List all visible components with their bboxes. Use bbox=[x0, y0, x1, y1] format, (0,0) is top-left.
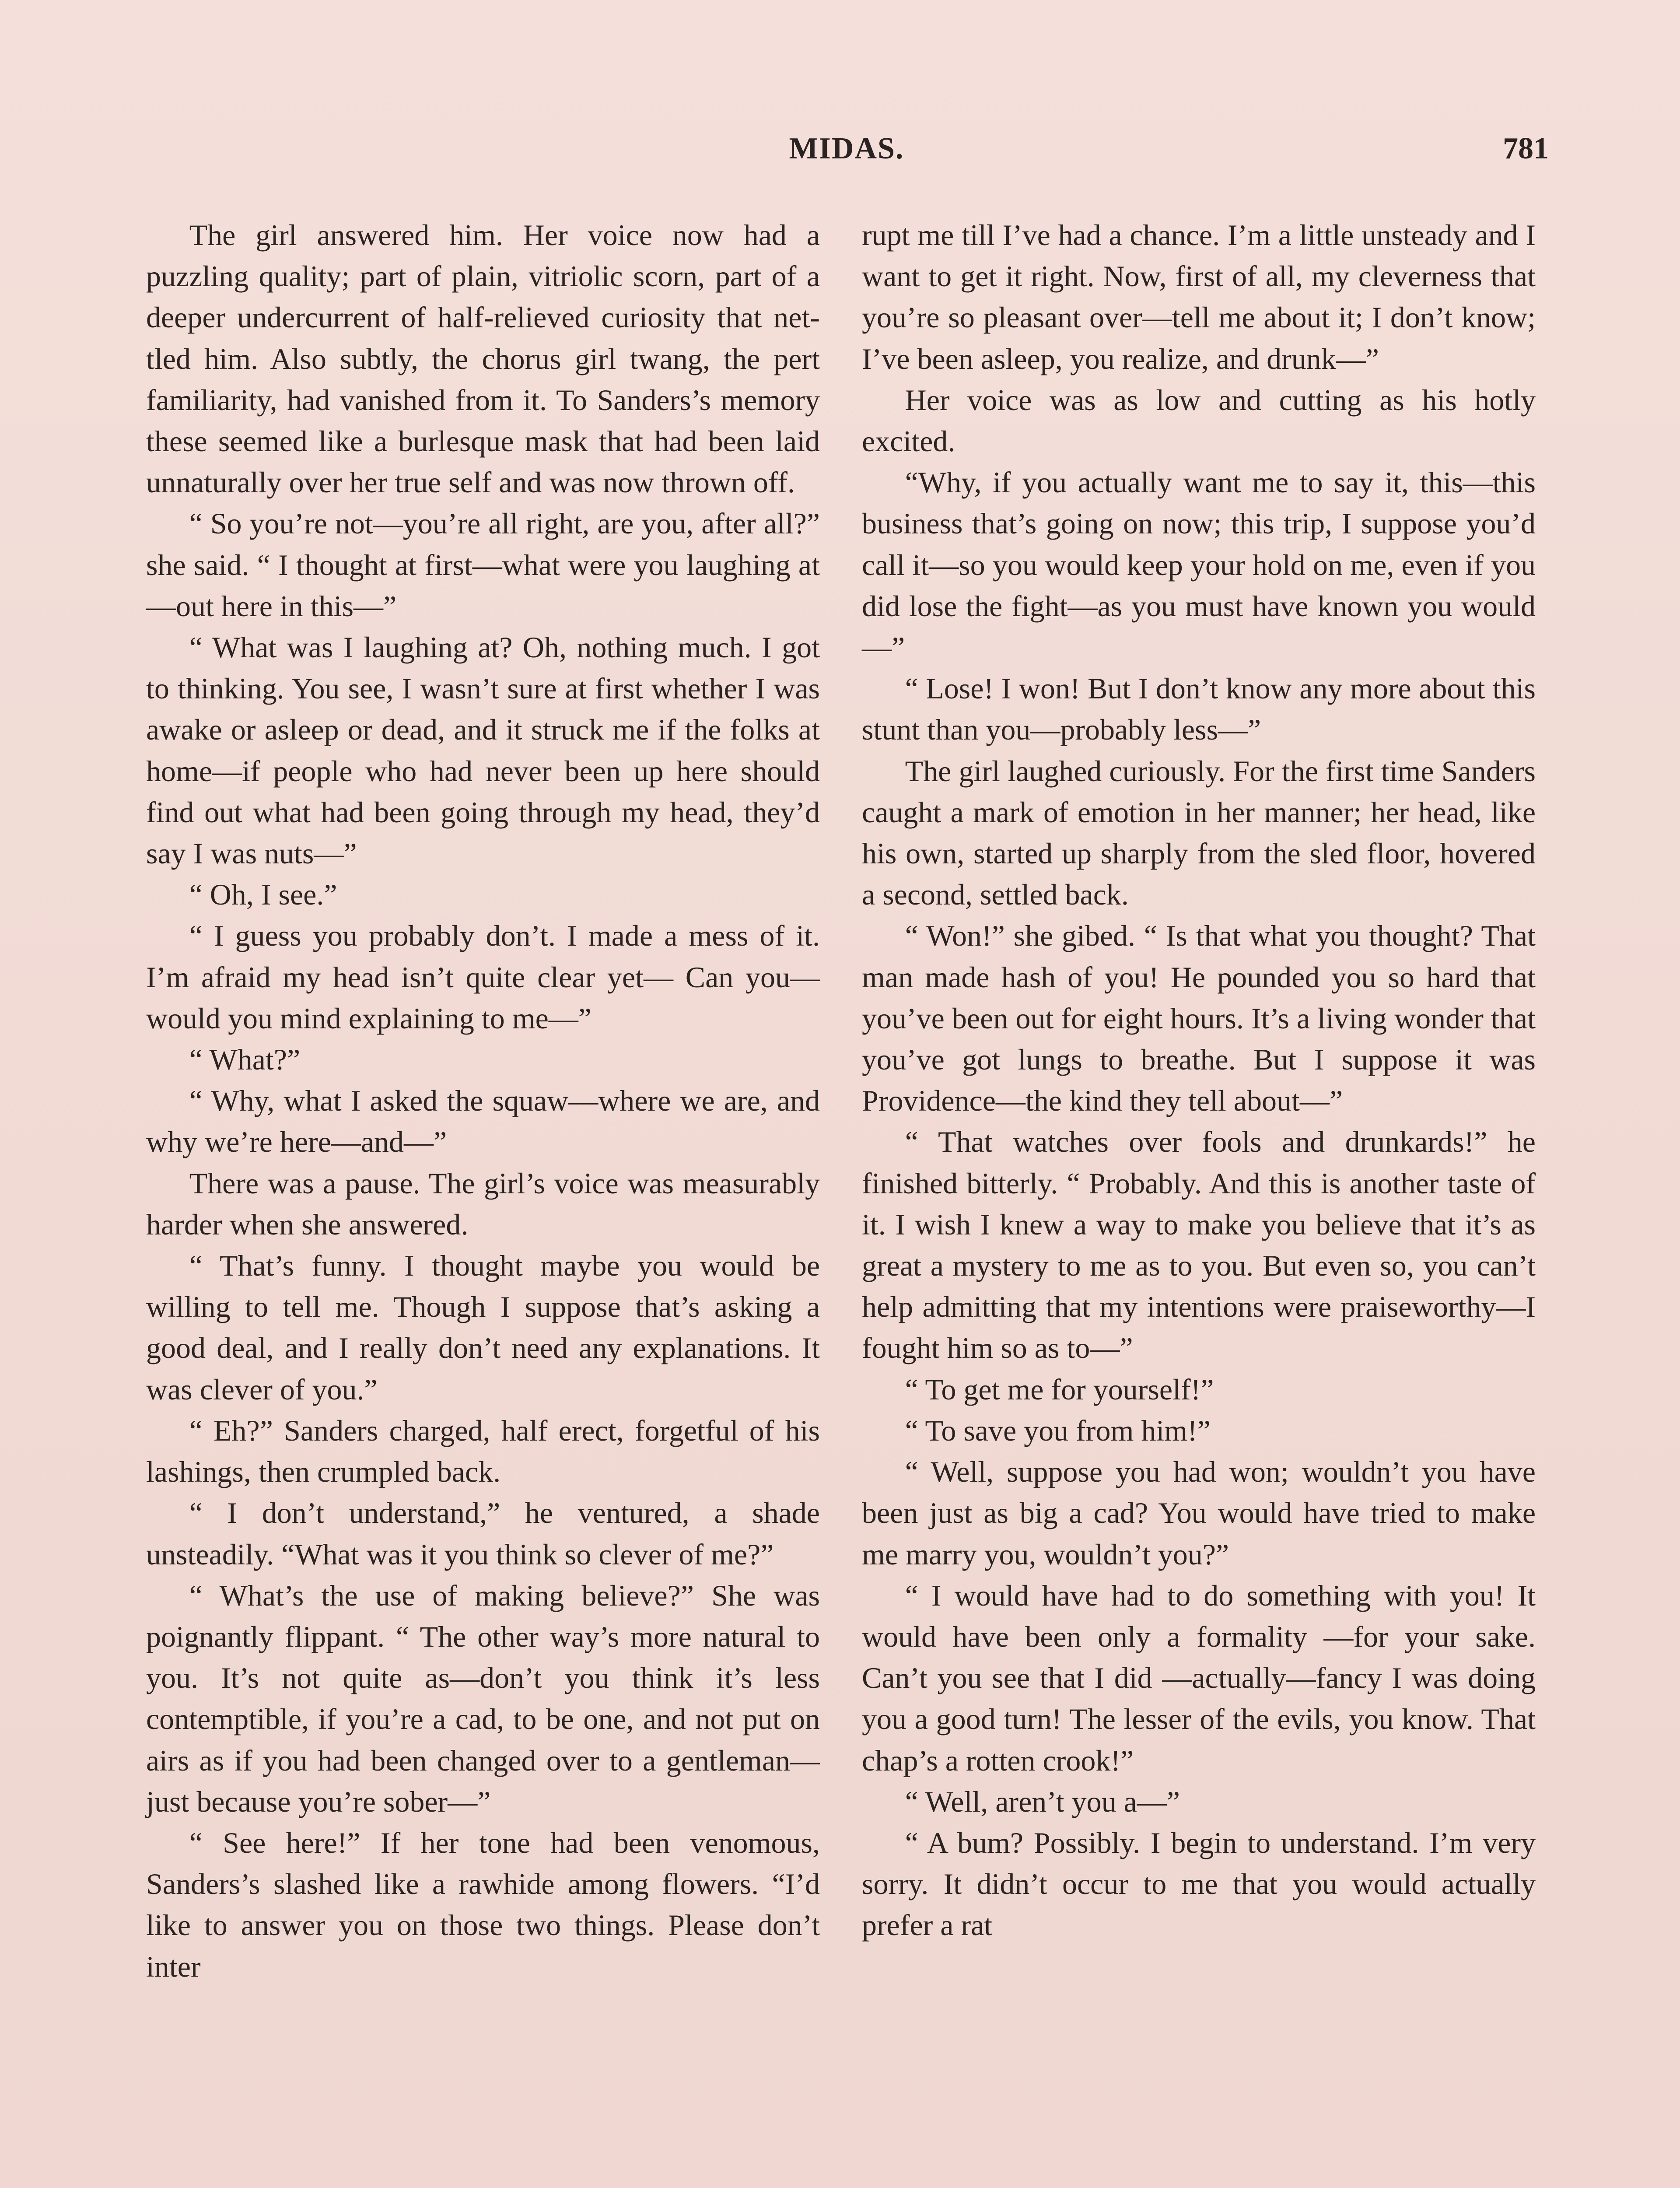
paragraph: “ That watches over fools and drunkards!” he finished bitterly. “ Probably. And this is another taste of it. I wish I knew a way to make you believe that it’s as great a mystery to me as to you. But even so, you can’t help admitting that my intentions were praiseworthy—I fought him so as to—” bbox=[862, 1125, 1536, 1365]
paragraph: “ I guess you probably don’t. I made a mess of it. I’m afraid my head isn’t quite clear yet— Can you—would you mind explaining to me—” bbox=[146, 919, 820, 1035]
paragraph: “ Why, what I asked the squaw—where we are, and why we’re here—and—” bbox=[146, 1084, 820, 1159]
paragraph: Her voice was as low and cutting as his hotly excited. bbox=[862, 383, 1536, 458]
paragraph: “ Lose! I won! But I don’t know any more about this stunt than you—probably less—” bbox=[862, 672, 1536, 747]
paragraph: “ What’s the use of making believe?” She was poignantly flippant. “ The other way’s more natural to you. It’s not quite as—don’t you think it’s less contemptible, if you’re a cad, to be one, and not put on airs as if you had been changed over to a gentleman—just because you’re sober—” bbox=[146, 1578, 820, 1818]
paragraph: “ To save you from him!” bbox=[905, 1413, 1211, 1447]
paragraph: “ Oh, I see.” bbox=[189, 878, 337, 912]
paragraph: “ Well, suppose you had won; wouldn’t you have been just as big a cad? You would have tried to make me marry you, wouldn’t you?” bbox=[862, 1455, 1536, 1571]
paragraph: “ A bum? Possibly. I begin to understand. I’m very sorry. It didn’t occur to me that you would actually prefer a rat bbox=[862, 1826, 1536, 1942]
paragraph: “ To get me for yourself!” bbox=[905, 1372, 1214, 1406]
left-column bbox=[146, 214, 820, 1987]
page-number: 781 bbox=[1503, 132, 1549, 165]
paragraph: “ Eh?” Sanders charged, half erect, forgetful of his lashings, then crumpled back. bbox=[146, 1413, 820, 1489]
paragraph: “ See here!” If her tone had been venomous, Sanders’s slashed like a rawhide among flowers. “I’d like to answer you on those two things. Please don’t inter bbox=[146, 1826, 820, 1983]
paragraph: “ Well, aren’t you a—” bbox=[905, 1785, 1180, 1818]
paragraph: “ That’s funny. I thought maybe you would be willing to tell me. Though I suppose that’s asking a good deal, and I really don’t need any explanations. It was clever of you.” bbox=[146, 1249, 820, 1406]
paragraph: “ I would have had to do something with you! It would have been only a formality —for your sake. Can’t you see that I did —actually—fancy I was doing you a good turn! The lesser of the evils, you know. That chap’s a rotten crook!” bbox=[862, 1578, 1536, 1777]
continued-paragraph: rupt me till I’ve had a chance. I’m a little unsteady and I want to get it right. Now, first of all, my cleverness that you’re so pleasant over—tell me about it; I don’t know; I’ve been asleep, you realize, and drunk—” bbox=[862, 218, 1536, 375]
paragraph: “ So you’re not—you’re all right, are you, after all?” she said. “ I thought at first—what were you laughing at—out here in this—” bbox=[146, 507, 820, 623]
paragraph: “ Won!” she gibed. “ Is that what you thought? That man made hash of you! He pounded you so hard that you’ve been out for eight hours. It’s a living wonder that you’ve got lungs to breathe. But I suppose it was Providence—the kind they tell about—” bbox=[862, 919, 1536, 1118]
paragraph: “Why, if you actually want me to say it, this—this business that’s going on now; this trip, I suppose you’d call it—so you would keep your hold on me, even if you did lose the fight—as you must have known you would—” bbox=[862, 466, 1536, 664]
paragraph: “ What?” bbox=[189, 1043, 301, 1076]
page-header bbox=[144, 131, 1549, 179]
paragraph: The girl laughed curiously. For the first time Sanders caught a mark of emotion in her manner; her head, like his own, started up sharply from the sled floor, hovered a second, settled back. bbox=[862, 754, 1536, 912]
paragraph: There was a pause. The girl’s voice was measurably harder when she answered. bbox=[146, 1166, 820, 1241]
running-head: MIDAS. bbox=[789, 132, 904, 165]
paragraph: “ I don’t understand,” he ventured, a shade unsteadily. “What was it you think so clever of me?” bbox=[146, 1496, 820, 1571]
paragraph: “ What was I laughing at? Oh, nothing much. I got to thinking. You see, I wasn’t sure at first whether I was awake or asleep or dead, and it struck me if the folks at home—if people who had never been up here should find out what had been going through my head, they’d say I was nuts—” bbox=[146, 631, 820, 870]
paragraph: The girl answered him. Her voice now had a puzzling quality; part of plain, vitriolic scorn, part of a deeper undercurrent of half-relieved curiosity that nettled him. Also subtly, the chorus girl twang, the pert familiarity, had vanished from it. To Sanders’s memory these seemed like a burlesque mask that had been laid unnaturally over her true self and was now thrown off. bbox=[146, 218, 820, 499]
right-column bbox=[862, 214, 1536, 1946]
